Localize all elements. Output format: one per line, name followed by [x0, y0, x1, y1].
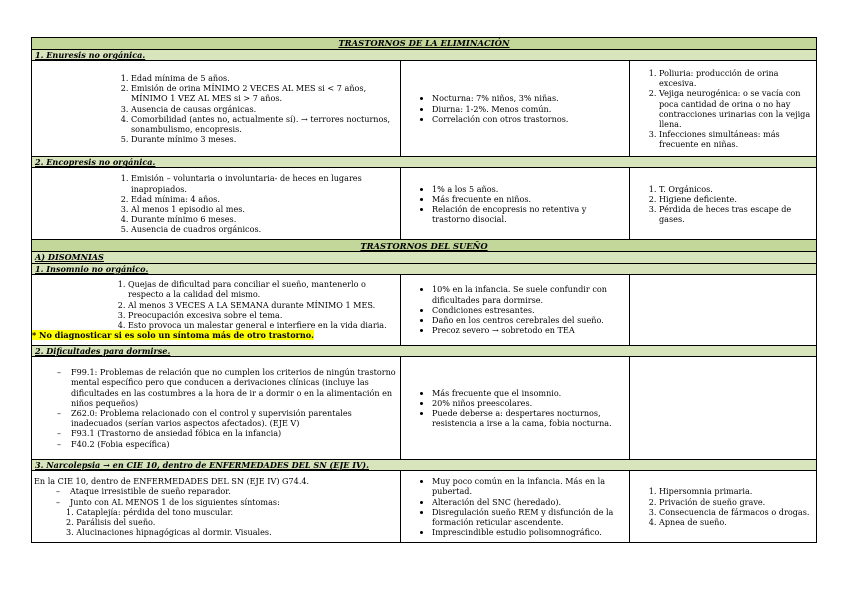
- list-item: 3. Ausencia de causas orgánicas.: [131, 104, 397, 114]
- list-item: – Junto con AL MENOS 1 de los siguientes síntomas:: [70, 497, 397, 507]
- list-item: 3. Alucinaciones hipnagógicas al dormir. Visuales.: [66, 527, 272, 538]
- dificultades-items-cell: [32, 357, 401, 460]
- enuresis-differential-cell: [630, 61, 817, 157]
- list-item: 5. Ausencia de cuadros orgánicos.: [131, 224, 397, 234]
- list-item: • 10% en la infancia. Se suele confundir con dificultades para dormirse.: [432, 284, 626, 304]
- encopresis-differential-cell: [630, 168, 817, 240]
- narcolepsia-epidemiology-cell: [401, 471, 630, 543]
- subsection-title: A) DISOMNIAS: [35, 252, 104, 263]
- subsection-header-enuresis: [32, 50, 817, 61]
- insomnio-epidemiology-cell: [401, 274, 630, 345]
- list-item: 2. Edad mínima: 4 años.: [131, 194, 397, 204]
- subsection-title: 3. Narcolepsia → en CIE 10, dentro de ENFERMEDADES DEL SN (EJE IV).: [35, 460, 369, 471]
- dificultades-epidemiology-cell: [401, 357, 630, 460]
- list-item: – F99.1: Problemas de relación que no cumplen los criterios de ningún trastorno mental específico pero que conducen a derivaciones clínicas (incluye las dificultades en las costumbres a la hora de ir a dormir o en la alimentación en niños pequeños): [71, 367, 397, 408]
- list-item: 4. Apnea de sueño.: [659, 517, 813, 527]
- subsection-title: 1. Insomnio no orgánico.: [35, 263, 149, 274]
- subsection-title: 2. Encopresis no orgánica.: [35, 157, 156, 168]
- list-item: • 1% a los 5 años.: [432, 184, 626, 194]
- list-item: • 20% niños preescolares.: [432, 398, 626, 408]
- list-item: 2. Al menos 3 VECES A LA SEMANA durante MÍNIMO 1 MES.: [128, 300, 397, 310]
- subsection-header-insomnio: [32, 263, 817, 274]
- enuresis-row: [32, 61, 817, 157]
- list-item: 5. Durante mínimo 3 meses.: [131, 134, 397, 144]
- subsection-title: 2. Dificultades para dormirse.: [35, 345, 171, 356]
- subsection-header-disomnias: [32, 252, 817, 263]
- narcolepsia-symptoms: [34, 507, 397, 538]
- list-item: – F40.2 (Fobia específica): [71, 439, 397, 449]
- encopresis-epidemiology-cell: [401, 168, 630, 240]
- section-title: TRASTORNOS DE LA ELIMINACIÓN: [32, 38, 817, 50]
- list-item: • Disregulación sueño REM y disfunción de la formación reticular ascendente.: [432, 507, 626, 527]
- subsection-header-encopresis: [32, 157, 817, 168]
- insomnio-differential-cell: [630, 274, 817, 345]
- disorders-table: [31, 37, 817, 543]
- list-item: 1. Quejas de dificultad para conciliar el sueño, mantenerlo o respecto a la calidad del mismo.: [128, 279, 397, 299]
- dificultades-differential-cell: [630, 357, 817, 460]
- list-item: • Nocturna: 7% niños, 3% niñas.: [432, 93, 626, 103]
- dificultades-row: [32, 357, 817, 460]
- list-item: • Imprescindible estudio polisomnográfico.: [432, 527, 626, 537]
- subsection-header-dificultades: [32, 345, 817, 356]
- list-item: – Ataque irresistible de sueño reparador.: [70, 486, 397, 496]
- insomnio-criteria-cell: [32, 274, 401, 345]
- list-item: 2. Vejiga neurogénica: o se vacía con poca cantidad de orina o no hay contracciones urinarias con la vejiga llena.: [659, 88, 813, 129]
- enuresis-criteria-list: [35, 73, 397, 144]
- list-item: • Precoz severo → sobretodo en TEA: [432, 325, 626, 335]
- section-title: TRASTORNOS DEL SUEÑO: [32, 240, 817, 252]
- list-item: 4. Esto provoca un malestar general e interfiere en la vida diaria.: [128, 320, 397, 330]
- section-header-sueno: [32, 240, 817, 252]
- enuresis-criteria-cell: [32, 61, 401, 157]
- narcolepsia-items-cell: [32, 471, 401, 543]
- insomnio-row: [32, 274, 817, 345]
- list-item: • Más frecuente en niños.: [432, 194, 626, 204]
- list-item: 3. Preocupación excesiva sobre el tema.: [128, 310, 397, 320]
- list-item: • Diurna: 1-2%. Menos común.: [432, 104, 626, 114]
- list-item: 3. Al menos 1 episodio al mes.: [131, 204, 397, 214]
- list-item: 1. T. Orgánicos.: [659, 184, 813, 194]
- narcolepsia-differential-cell: [630, 471, 817, 543]
- list-item: 2. Parálisis del sueño.: [66, 516, 156, 527]
- insomnio-note: * No diagnosticar si es solo un síntoma más de otro trastorno.: [32, 330, 314, 341]
- list-item: • Más frecuente que el insomnio.: [432, 388, 626, 398]
- list-item: 1. Emisión – voluntaria o involuntaria- de heces en lugares inapropiados.: [131, 173, 397, 193]
- narcolepsia-row: [32, 471, 817, 543]
- section-header-eliminacion: [32, 38, 817, 50]
- list-item: 1. Poliuria: producción de orina excesiva.: [659, 68, 813, 88]
- subsection-title: 1. Enuresis no orgánica.: [35, 50, 146, 60]
- list-item: 3. Infecciones simultáneas: más frecuente en niñas.: [659, 129, 813, 149]
- encopresis-row: [32, 168, 817, 240]
- list-item: • Condiciones estresantes.: [432, 305, 626, 315]
- list-item: • Puede deberse a: despertares nocturnos, resistencia a irse a la cama, fobia nocturna.: [432, 408, 626, 428]
- list-item: 2. Higiene deficiente.: [659, 194, 813, 204]
- list-item: • Relación de encopresis no retentiva y trastorno disocial.: [432, 204, 626, 224]
- list-item: 3. Consecuencia de fármacos o drogas.: [659, 507, 813, 517]
- encopresis-criteria-cell: [32, 168, 401, 240]
- list-item: 1. Hipersomnia primaria.: [659, 486, 813, 496]
- list-item: • Daño en los centros cerebrales del sueño.: [432, 315, 626, 325]
- list-item: 1. Edad mínima de 5 años.: [131, 73, 397, 83]
- list-item: 4. Durante mínimo 6 meses.: [131, 214, 397, 224]
- enuresis-epidemiology-cell: [401, 61, 630, 157]
- list-item: – Z62.0: Problema relacionado con el control y supervisión parentales inadecuados (serían varios aspectos afectados). (EJE V): [71, 408, 397, 428]
- list-item: • Alteración del SNC (heredado).: [432, 497, 626, 507]
- narcolepsia-intro: En la CIE 10, dentro de ENFERMEDADES DEL SN (EJE IV) G74.4.: [34, 476, 310, 487]
- list-item: 3. Pérdida de heces tras escape de gases.: [659, 204, 813, 224]
- subsection-header-narcolepsia: [32, 460, 817, 471]
- list-item: 2. Emisión de orina MÍNIMO 2 VECES AL MES si < 7 años, MÍNIMO 1 VEZ AL MES si > 7 años.: [131, 83, 397, 103]
- list-item: – F93.1 (Trastorno de ansiedad fóbica en la infancia): [71, 428, 397, 438]
- list-item: 4. Comorbilidad (antes no, actualmente sí). → terrores nocturnos, sonambulismo, encopresis.: [131, 114, 397, 134]
- list-item: • Muy poco común en la infancia. Más en la pubertad.: [432, 476, 626, 496]
- list-item: 1. Cataplejía: pérdida del tono muscular.: [66, 506, 234, 517]
- list-item: • Correlación con otros trastornos.: [432, 114, 626, 124]
- list-item: 2. Privación de sueño grave.: [659, 497, 813, 507]
